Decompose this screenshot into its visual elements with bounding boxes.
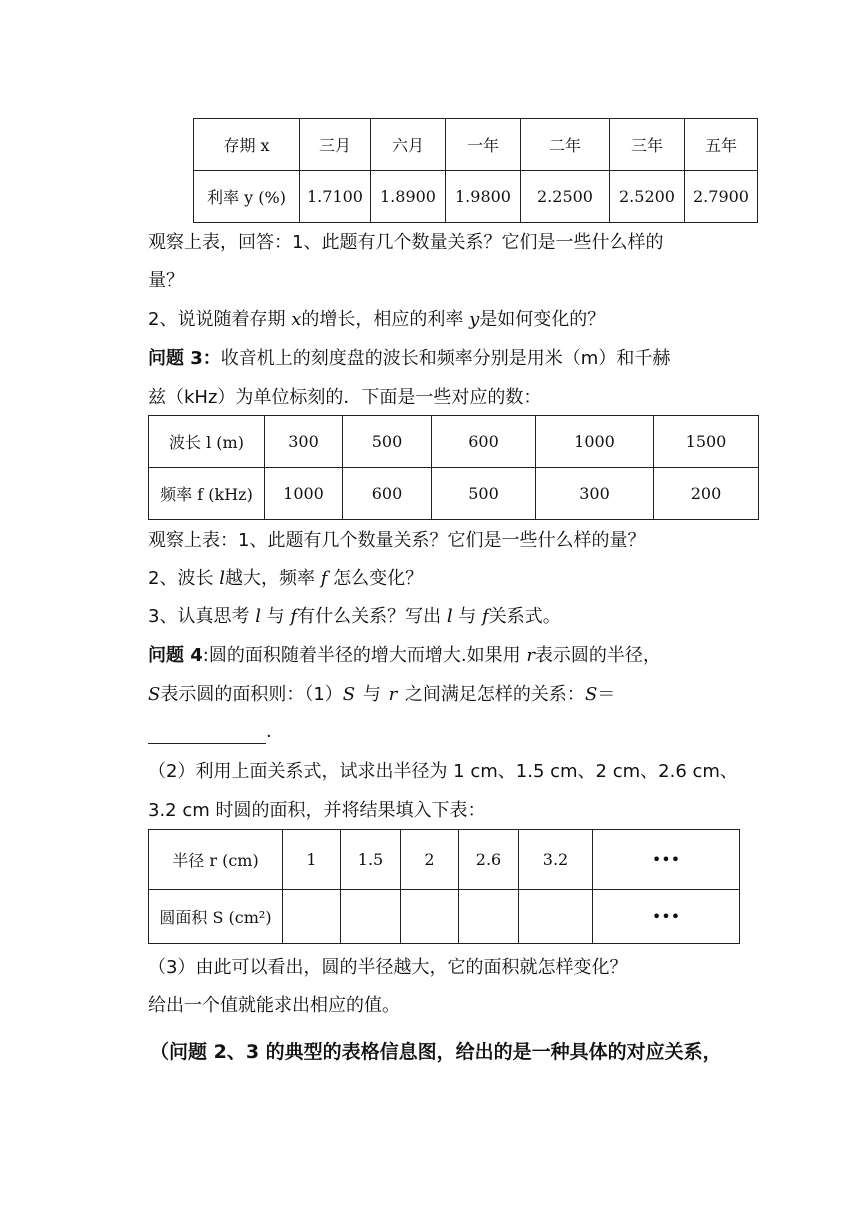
- math-var: S: [342, 684, 356, 705]
- text-span: ＝: [597, 684, 616, 705]
- paragraph-line: 观察上表，回答：1、此题有几个数量关系？它们是一些什么样的: [148, 232, 664, 253]
- math-var: f: [482, 606, 489, 627]
- math-var: S: [148, 684, 161, 705]
- question-label: 问题 4: [148, 645, 203, 666]
- table-cell: 300: [265, 416, 343, 468]
- answer-line: [148, 720, 272, 744]
- text-span: 表示圆的半径，: [534, 645, 661, 666]
- table-cell: 六月: [371, 119, 446, 171]
- math-var: f: [320, 568, 328, 589]
- paragraph-line: （3）由此可以看出，圆的半径越大，它的面积就怎样变化？: [148, 957, 628, 978]
- radius-area-table: [148, 829, 740, 944]
- table-row-label: 圆面积 S (cm²): [149, 890, 283, 944]
- text-span: 越大，频率: [224, 568, 321, 589]
- table-row-label: 频率 f (kHz): [149, 468, 265, 520]
- math-var: f: [290, 606, 298, 627]
- table-cell: 2.2500: [521, 171, 610, 223]
- table-cell: 2: [401, 830, 459, 890]
- question-4: [148, 644, 661, 668]
- table-cell: 3.2: [519, 830, 593, 890]
- paragraph-line: 兹（kHz）为单位标刻的．下面是一些对应的数：: [148, 387, 542, 408]
- table-cell: 2.5200: [610, 171, 685, 223]
- table-cell: 1000: [536, 416, 654, 468]
- text-span: 表示圆的面积则：（1）: [160, 684, 343, 705]
- paragraph-line: [148, 605, 561, 629]
- wavelength-frequency-table: [148, 415, 759, 520]
- text-span: 与: [355, 684, 389, 705]
- text-span: 有什么关系？写出: [297, 606, 447, 627]
- table-cell: 三年: [610, 119, 685, 171]
- table-cell: 一年: [446, 119, 521, 171]
- question-label: 问题 3：: [148, 348, 221, 369]
- text-span: 之间满足怎样的关系：: [397, 684, 585, 705]
- table-cell: 600: [432, 416, 536, 468]
- table-row: [149, 416, 759, 468]
- table-cell: [459, 890, 519, 944]
- table-cell: 1.5: [341, 830, 401, 890]
- table-row: [194, 119, 758, 171]
- table-cell: 1.7100: [300, 171, 371, 223]
- text-span: 3、认真思考: [148, 606, 256, 627]
- table-cell: 二年: [521, 119, 610, 171]
- table-cell: •••: [593, 890, 740, 944]
- text-span: 与: [260, 606, 291, 627]
- math-var: l: [446, 606, 453, 627]
- paragraph-line: 给出一个值就能求出相应的值。: [148, 995, 400, 1016]
- paragraph-line: 观察上表：1、此题有几个数量关系？它们是一些什么样的量？: [148, 530, 646, 551]
- table-cell: 1000: [265, 468, 343, 520]
- table-cell: 300: [536, 468, 654, 520]
- text-span: 的增长，相应的利率: [301, 309, 470, 330]
- table-header-label: 存期 x: [194, 119, 300, 171]
- math-var: y: [469, 309, 480, 330]
- math-var: l: [219, 568, 225, 589]
- table-cell: 2.6: [459, 830, 519, 890]
- table-cell: [401, 890, 459, 944]
- table-cell: 1500: [654, 416, 759, 468]
- table-cell: 500: [432, 468, 536, 520]
- text-span: :圆的面积随着半径的增大而增大.如果用: [202, 645, 527, 666]
- table-cell: [519, 890, 593, 944]
- question-3: [148, 347, 670, 371]
- table-cell: 200: [654, 468, 759, 520]
- table-row: [149, 468, 759, 520]
- table-row-label: 半径 r (cm): [149, 830, 283, 890]
- paragraph-line: 3.2 cm 时圆的面积，并将结果填入下表：: [148, 800, 486, 821]
- text-span: 2、说说随着存期: [148, 309, 292, 330]
- paragraph-line: （2）利用上面关系式，试求出半径为 1 cm、1.5 cm、2 cm、2.6 cm、: [148, 761, 738, 782]
- table-row-label: 波长 l (m): [149, 416, 265, 468]
- table-cell: 1.8900: [371, 171, 446, 223]
- table-cell: •••: [593, 830, 740, 890]
- table-cell: 1.9800: [446, 171, 521, 223]
- text-span: .: [266, 721, 272, 742]
- text-span: 与: [452, 606, 483, 627]
- interest-rate-table: [193, 118, 758, 223]
- table-cell: 三月: [300, 119, 371, 171]
- paragraph-line: [148, 567, 423, 591]
- table-row: [149, 830, 740, 890]
- paragraph-line: [148, 683, 615, 707]
- table-cell: 五年: [685, 119, 758, 171]
- math-var: r: [388, 684, 398, 705]
- math-var: r: [526, 645, 535, 666]
- text-span: 怎么变化？: [327, 568, 424, 589]
- answer-blank: [148, 725, 266, 744]
- table-cell: 2.7900: [685, 171, 758, 223]
- paragraph-line: 量？: [148, 270, 184, 291]
- table-cell: 600: [343, 468, 432, 520]
- text-span: 2、波长: [148, 568, 220, 589]
- text-span: 是如何变化的？: [479, 309, 606, 330]
- paragraph-line: [148, 308, 605, 332]
- paragraph-line: （问题 2、3 的典型的表格信息图，给出的是一种具体的对应关系，: [150, 1041, 722, 1063]
- text-span: 关系式。: [488, 606, 561, 627]
- table-row-label: 利率 y (%): [194, 171, 300, 223]
- table-cell: [283, 890, 341, 944]
- text-span: 收音机上的刻度盘的波长和频率分别是用米（m）和千赫: [220, 348, 671, 369]
- table-cell: 500: [343, 416, 432, 468]
- math-var: x: [291, 309, 302, 330]
- table-cell: [341, 890, 401, 944]
- table-cell: 1: [283, 830, 341, 890]
- math-var: l: [255, 606, 261, 627]
- table-row: [149, 890, 740, 944]
- table-row: [194, 171, 758, 223]
- math-var: S: [584, 684, 598, 705]
